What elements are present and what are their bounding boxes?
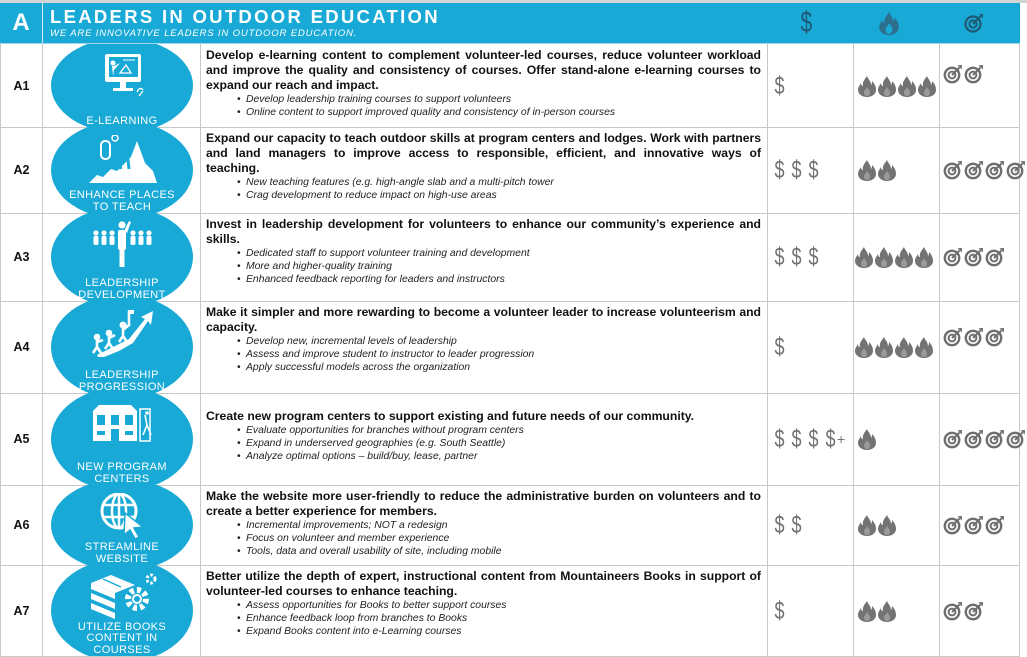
target-icon	[964, 160, 984, 180]
effort-rating-cell	[854, 301, 940, 393]
target-icon	[943, 160, 963, 180]
effort-rating-cell	[854, 213, 940, 301]
row-id: A5	[13, 432, 30, 446]
row-id-cell	[0, 565, 43, 656]
dollar-icon: $	[774, 425, 785, 453]
impact-rating-cell	[940, 127, 1020, 213]
target-icon-wrap	[1006, 160, 1026, 180]
initiative-badge	[51, 127, 193, 213]
cost-rating-cell	[768, 44, 854, 127]
effort-rating-cell	[854, 393, 940, 485]
impact-rating-cell	[940, 44, 1020, 127]
initiative-summary: Invest in leadership development for volunteers to enhance our community’s experience and skills.	[206, 217, 761, 246]
target-icon-wrap	[964, 429, 984, 449]
target-icon	[964, 601, 984, 621]
flame-icon-wrap	[857, 514, 877, 536]
target-icon-wrap	[964, 327, 984, 347]
target-icon	[985, 515, 1005, 535]
bullet-item: • Incremental improvements; NOT a redesign	[246, 519, 761, 532]
bullet-item: • New teaching features (e.g. high-angle slab and a multi-pitch tower	[246, 176, 761, 189]
dollar-icon: $	[791, 511, 802, 539]
target-icon	[1006, 160, 1026, 180]
bullet-item: • Assess opportunities for Books to better support courses	[246, 599, 761, 612]
target-icon	[985, 160, 1005, 180]
table-row-a6	[0, 485, 1020, 566]
e-learning-icon	[87, 52, 157, 100]
cost-rating-cell	[768, 301, 854, 393]
impact-rating-cell	[940, 565, 1020, 656]
target-icon	[985, 429, 1005, 449]
initiative-summary: Make the website more user-friendly to reduce the administrative burden on volunteers and to create a better experience for members.	[206, 489, 761, 518]
target-icon-wrap	[943, 247, 963, 267]
flame-icon-wrap	[857, 428, 877, 450]
target-icon	[943, 429, 963, 449]
flame-icon	[877, 75, 897, 97]
row-id: A7	[13, 603, 30, 618]
flame-icon	[914, 336, 934, 358]
flame-icon-wrap	[857, 75, 877, 97]
impact-rating-cell	[940, 485, 1020, 565]
flame-icon-wrap	[854, 336, 874, 358]
books-gears-icon	[87, 573, 157, 621]
initiative-badge	[51, 301, 193, 393]
row-id-cell	[0, 485, 43, 565]
row-description-cell	[201, 485, 768, 565]
badge-label-line: WEBSITE	[95, 552, 149, 565]
flame-icon	[877, 514, 897, 536]
initiative-badge	[51, 44, 193, 127]
row-description-cell	[201, 213, 768, 301]
section-subtitle: WE ARE INNOVATIVE LEADERS IN OUTDOOR EDUCATION.	[50, 28, 358, 39]
flame-icon	[877, 600, 897, 622]
flame-icon-wrap	[914, 336, 934, 358]
dollar-icon: $	[774, 596, 785, 625]
initiative-bullets	[206, 335, 761, 375]
badge-label-line: LEADERSHIP	[85, 277, 159, 289]
dollar-icon: $	[774, 511, 785, 539]
cost-rating-cell	[768, 565, 854, 656]
dollar-icon: $	[774, 156, 785, 184]
flame-icon	[914, 246, 934, 268]
flame-icon-wrap	[857, 159, 877, 181]
row-badge-cell	[43, 127, 201, 213]
cost-plus-sign: +	[837, 431, 846, 447]
bullet-item: • Develop new, incremental levels of leadership	[246, 335, 761, 348]
target-icon	[943, 601, 963, 621]
target-icon-wrap	[943, 429, 963, 449]
dollar-icon: $	[791, 243, 802, 271]
initiative-bullets	[206, 176, 761, 202]
dollar-icon: $	[774, 71, 785, 100]
target-icon	[943, 327, 963, 347]
target-icon	[964, 64, 984, 84]
target-icon	[964, 247, 984, 267]
badge-label	[51, 190, 193, 213]
target-icon-wrap	[1006, 429, 1026, 449]
badge-label-line: TO TEACH	[92, 200, 152, 213]
initiative-bullets	[206, 424, 761, 464]
flame-icon-wrap	[877, 514, 897, 536]
target-icon-wrap	[943, 160, 963, 180]
cost-rating-cell	[768, 393, 854, 485]
target-icon-wrap	[985, 247, 1005, 267]
badge-label-line: UTILIZE BOOKS	[77, 620, 167, 633]
bullet-item: • Enhanced feedback reporting for leaders and instructors	[246, 273, 761, 286]
row-badge-cell	[43, 485, 201, 565]
flame-icon	[874, 246, 894, 268]
target-icon-wrap	[943, 601, 963, 621]
badge-label-line: E-LEARNING	[86, 114, 158, 127]
globe-cursor-icon	[87, 493, 157, 541]
flame-icon	[857, 600, 877, 622]
flame-icon	[878, 11, 900, 35]
cost-rating-cell	[768, 213, 854, 301]
row-badge-cell	[43, 565, 201, 656]
row-description-cell	[201, 44, 768, 127]
flame-icon	[894, 336, 914, 358]
flame-icon-wrap	[874, 336, 894, 358]
row-badge-cell	[43, 213, 201, 301]
initiative-badge	[51, 565, 193, 656]
initiative-badge	[51, 485, 193, 565]
target-icon-wrap	[985, 160, 1005, 180]
flame-icon	[854, 336, 874, 358]
target-icon-wrap	[985, 515, 1005, 535]
badge-label-line: DEVELOPMENT	[78, 288, 166, 301]
flame-icon-wrap	[894, 336, 914, 358]
flame-icon-wrap	[897, 75, 917, 97]
table-row-a4	[0, 301, 1020, 394]
row-id-cell	[0, 213, 43, 301]
table-row-a7	[0, 565, 1020, 657]
flame-icon-wrap	[894, 246, 914, 268]
table-row-a3	[0, 213, 1020, 302]
badge-label	[51, 462, 193, 485]
table-row-a1	[0, 44, 1020, 128]
target-icon	[964, 515, 984, 535]
effort-rating-cell	[854, 565, 940, 656]
target-icon	[964, 327, 984, 347]
badge-label-line: ENHANCE PLACES	[69, 189, 175, 201]
initiative-bullets	[206, 599, 761, 639]
row-description-cell	[201, 565, 768, 656]
initiative-badge	[51, 393, 193, 485]
badge-label	[51, 542, 193, 565]
bullet-item: • Expand in underserved geographies (e.g. South Seattle)	[246, 437, 761, 450]
badge-label	[51, 116, 193, 128]
row-id: A2	[13, 163, 30, 177]
row-id: A1	[13, 78, 30, 93]
flame-icon-wrap	[914, 246, 934, 268]
initiative-summary: Develop e-learning content to complement volunteer-led courses, reduce volunteer workload and improve the quality and consistency of courses. Offer stand-alone e-learning courses to expand our reach and impact.	[206, 48, 761, 92]
bullet-item: • Develop leadership training courses to support volunteers	[246, 93, 761, 106]
badge-label-line: PROGRESSION	[78, 380, 166, 393]
flame-icon	[854, 246, 874, 268]
target-icon-wrap	[964, 160, 984, 180]
dollar-icon: $	[800, 6, 812, 39]
row-badge-cell	[43, 393, 201, 485]
row-id-cell	[0, 44, 43, 127]
badge-label	[51, 370, 193, 393]
dollar-icon: $	[808, 243, 819, 271]
target-icon-wrap	[943, 327, 963, 347]
initiative-bullets	[206, 519, 761, 559]
initiative-summary: Better utilize the depth of expert, instructional content from Mountaineers Books in support of volunteer-led courses to enhance teaching.	[206, 569, 761, 598]
flame-icon	[894, 246, 914, 268]
bullet-item: • Online content to support improved quality and consistency of in-person courses	[246, 106, 761, 119]
badge-label-line: NEW PROGRAM	[77, 461, 167, 473]
target-icon-wrap	[964, 247, 984, 267]
impact-column-header	[954, 7, 994, 39]
row-id: A4	[13, 340, 30, 354]
target-icon	[964, 429, 984, 449]
target-icon	[943, 64, 963, 84]
target-icon	[943, 247, 963, 267]
flame-icon-wrap	[877, 159, 897, 181]
table-row-a2	[0, 127, 1020, 214]
target-icon	[985, 327, 1005, 347]
bullet-item: • Crag development to reduce impact on high-use areas	[246, 189, 761, 202]
flame-icon-wrap	[877, 600, 897, 622]
bullet-item: • Expand Books content into e-Learning courses	[246, 625, 761, 638]
row-id: A3	[13, 250, 30, 264]
hiker-climbing-icon	[87, 135, 157, 183]
effort-column-header	[869, 7, 909, 39]
flame-icon	[877, 159, 897, 181]
impact-rating-cell	[940, 393, 1020, 485]
effort-rating-cell	[854, 44, 940, 127]
section-title: LEADERS IN OUTDOOR EDUCATION	[50, 6, 440, 27]
dollar-icon: $	[808, 156, 819, 184]
flame-icon	[857, 428, 877, 450]
badge-label-line: STREAMLINE	[84, 541, 160, 553]
effort-rating-cell	[854, 485, 940, 565]
dollar-icon: $	[808, 425, 819, 453]
row-badge-cell	[43, 301, 201, 393]
dollar-icon: $	[791, 425, 802, 453]
flame-icon	[857, 159, 877, 181]
initiative-summary: Create new program centers to support existing and future needs of our community.	[206, 409, 695, 423]
target-icon-wrap	[943, 515, 963, 535]
target-icon-wrap	[985, 327, 1005, 347]
badge-label-line: CENTERS	[94, 472, 150, 485]
target-icon-wrap	[964, 601, 984, 621]
impact-rating-cell	[940, 301, 1020, 393]
target-icon-wrap	[943, 64, 963, 84]
bullet-item: • More and higher-quality training	[246, 260, 761, 273]
row-id-cell	[0, 393, 43, 485]
target-icon	[1006, 429, 1026, 449]
target-icon	[964, 13, 984, 33]
progression-arrow-icon	[87, 309, 157, 357]
target-icon-wrap	[964, 64, 984, 84]
effort-rating-cell	[854, 127, 940, 213]
initiative-badge	[51, 213, 193, 301]
dollar-icon: $	[774, 333, 785, 361]
flame-icon-wrap	[917, 75, 937, 97]
flame-icon	[897, 75, 917, 97]
target-icon-wrap	[985, 429, 1005, 449]
cost-rating-cell	[768, 127, 854, 213]
bullet-item: • Evaluate opportunities for branches without program centers	[246, 424, 761, 437]
flame-icon-wrap	[874, 246, 894, 268]
badge-label	[51, 622, 193, 657]
initiative-summary: Make it simpler and more rewarding to become a volunteer leader to increase volunteerism and capacity.	[206, 305, 761, 334]
target-icon	[985, 247, 1005, 267]
badge-label-line: CONTENT IN	[86, 632, 158, 644]
flame-icon	[917, 75, 937, 97]
initiative-summary: Expand our capacity to teach outdoor skills at program centers and lodges. Work with partners and land managers to improve access to responsible, efficient, and innovative ways of teaching.	[206, 131, 761, 175]
bullet-item: • Analyze optimal options – build/buy, lease, partner	[246, 450, 761, 463]
row-id: A6	[13, 518, 30, 532]
target-icon	[943, 515, 963, 535]
row-description-cell	[201, 393, 768, 485]
flame-icon-wrap	[854, 246, 874, 268]
bullet-item: • Tools, data and overall usability of site, including mobile	[246, 545, 761, 558]
cost-rating-cell	[768, 485, 854, 565]
bullet-item: • Apply successful models across the organization	[246, 361, 761, 374]
row-badge-cell	[43, 44, 201, 127]
dollar-icon: $	[791, 156, 802, 184]
table-row-a5	[0, 393, 1020, 486]
section-header	[0, 3, 1020, 44]
bullet-item: • Assess and improve student to instructor to leader progression	[246, 348, 761, 361]
impact-rating-cell	[940, 213, 1020, 301]
initiative-bullets	[206, 247, 761, 287]
section-letter: A	[0, 3, 43, 43]
bullet-item: • Enhance feedback loop from branches to Books	[246, 612, 761, 625]
flame-icon-wrap	[857, 600, 877, 622]
bullet-item: • Dedicated staff to support volunteer training and development	[246, 247, 761, 260]
row-description-cell	[201, 301, 768, 393]
bullet-item: • Focus on volunteer and member experience	[246, 532, 761, 545]
cost-column-header	[786, 7, 826, 39]
row-id-cell	[0, 301, 43, 393]
badge-label	[51, 278, 193, 301]
initiative-bullets	[206, 93, 761, 119]
dollar-icon: $	[825, 425, 836, 453]
target-icon-wrap	[964, 515, 984, 535]
badge-label-line: COURSES	[93, 643, 151, 656]
flame-icon	[857, 75, 877, 97]
building-icon	[87, 401, 157, 449]
leader-group-icon	[87, 221, 157, 269]
flame-icon	[874, 336, 894, 358]
dollar-icon: $	[774, 243, 785, 271]
row-description-cell	[201, 127, 768, 213]
flame-icon-wrap	[877, 75, 897, 97]
row-id-cell	[0, 127, 43, 213]
flame-icon	[857, 514, 877, 536]
badge-label-line: LEADERSHIP	[85, 369, 159, 381]
